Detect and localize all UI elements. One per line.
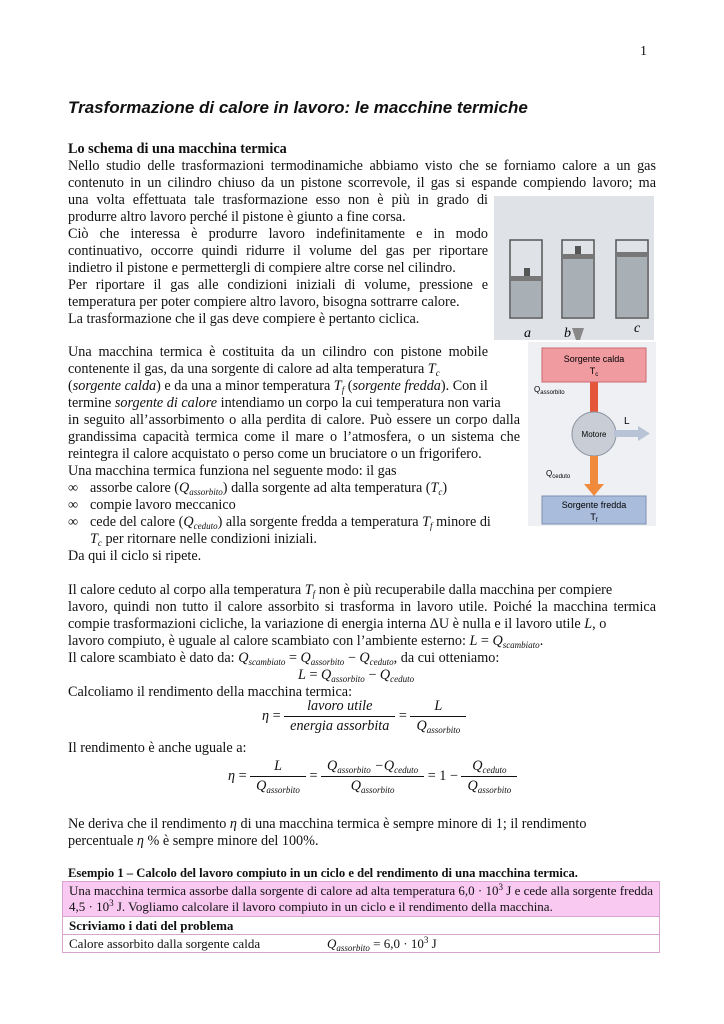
paragraph-line: contenuto in un cilindro chiuso da un pistone scorrevole, il gas si espande compiendo lavoro; ma [68, 175, 656, 191]
paragraph-line: produrre altro lavoro perché il pistone è giunto a fine corsa. [68, 209, 406, 225]
photo-label-c: c [634, 321, 641, 336]
paragraph-line: Una macchina termica funziona nel seguente modo: il gas [68, 463, 397, 479]
photo-label-b: b [564, 326, 571, 340]
paragraph-line: (sorgente calda) e da una a minor temperatura $T_f$ (sorgente fredda). Con il [68, 378, 488, 395]
example-heading: Esempio 1 – Calcolo del lavoro compiuto in un ciclo e del rendimento di una macchina termica. [68, 866, 578, 880]
paragraph-line: percentuale η % è sempre minore del 100%. [68, 833, 319, 849]
hot-source-temp: $T_c$ [589, 366, 599, 378]
example-statement: Una macchina termica assorbe dalla sorgente di calore ad alta temperatura $6,0 \cdot 10^3$ J e cede alla sorgente fredda $4,5 \cdot 10^3$ J. Vogliamo calcolare il lavoro compiuto in un ciclo e il rendimento della macchina. [62, 881, 660, 917]
paragraph-line: termine sorgente di calore intendiamo un corpo la cui temperatura non varia [68, 395, 501, 411]
paragraph-line: compie trasformazioni cicliche, la variazione di energia interna ΔU è nulla e il lavoro utile L, o [68, 616, 607, 632]
list-item-continuation: $T_c$ per ritornare nelle condizioni iniziali. [90, 531, 317, 548]
paragraph-line: lavoro compiuto, è uguale al calore scambiato con l’ambiente esterno: $L = Q_{scambiato}$. [68, 633, 544, 650]
paragraph-line: una volta effettuata tale trasformazione esso non è più in grado di [68, 192, 488, 208]
page-number: 1 [640, 44, 647, 59]
section-heading: Lo schema di una macchina termica [68, 141, 287, 157]
engine-label: Motore [581, 430, 607, 439]
paragraph-line: grandissima capacità termica come il mare o l’atmosfera, o un sistema che [68, 429, 520, 445]
paragraph-line: indietro il pistone e permettergli di compiere altre corse nel cilindro. [68, 260, 456, 276]
paragraph-line: Ne deriva che il rendimento η di una macchina termica è sempre minore di 1; il rendimento [68, 816, 587, 832]
paragraph-line: Il calore ceduto al corpo alla temperatura $T_f$ non è più recuperabile dalla macchina per compiere [68, 582, 613, 599]
list-item: ∞ compie lavoro meccanico [68, 497, 236, 513]
cold-source-temp: $T_f$ [590, 512, 598, 524]
paragraph-line: Il rendimento è anche uguale a: [68, 740, 247, 756]
paragraph-line: reintegra il calore acquistato o perso come un bruciatore o un frigorifero. [68, 446, 482, 462]
q-absorbed-label: $Q_{assorbito}$ [534, 385, 565, 396]
paragraph-line: Il calore scambiato è dato da: $Q_{scambiato} = Q_{assorbito} - Q_{ceduto}$, da cui otteniamo: [68, 650, 500, 667]
paragraph-line: Ciò che interessa è produrre lavoro indefinitamente e in modo [68, 226, 488, 242]
list-item: ∞ assorbe calore $(Q_{assorbito})$ dalla sorgente ad alta temperatura $(T_c)$ [68, 480, 448, 497]
photo-label-a: a [524, 326, 531, 340]
page-title: Trasformazione di calore in lavoro: le macchine termiche [68, 98, 528, 117]
paragraph-line: Calcoliamo il rendimento della macchina termica: [68, 684, 353, 700]
efficiency-formula-2: η = $\frac{L}{Q_{assorbito}}$ = $\frac{Q_{assorbito} -Q_{ceduto}}{Q_{assorbito}}$ = 1 − $\frac{Q_{ceduto}}{Q_{assorbito}}$ [228, 758, 517, 795]
example-data-row: Calore assorbito dalla sorgente calda $Q_{assorbito} = 6,0 \cdot 10^3$ J [62, 935, 660, 953]
heat-engine-diagram [528, 342, 656, 526]
example-data-heading: Scriviamo i dati del problema [62, 917, 660, 935]
paragraph-line: Una macchina termica è costituita da un cilindro con pistone mobile [68, 344, 488, 360]
list-item: ∞ cede del calore $(Q_{ceduto})$ alla sorgente fredda a temperatura $T_f$ minore di [68, 514, 491, 531]
work-label: L [624, 416, 630, 427]
efficiency-formula-1: η = $\frac{\text{lavoro utile}}{\text{energia assorbita}}$ = $\frac{L}{Q_{assorbito}}$ [262, 698, 466, 735]
paragraph-line: Da qui il ciclo si ripete. [68, 548, 202, 564]
cylinder-photo [494, 196, 654, 340]
hot-source-label: Sorgente calda [563, 354, 625, 364]
paragraph-line: contenente il gas, da una sorgente di calore ad alta temperatura $T_c$ [68, 361, 440, 378]
paragraph-line: Per riportare il gas alle condizioni iniziali di volume, pressione e [68, 277, 488, 293]
paragraph-line: temperatura per poter compiere altro lavoro, bisogna sottrarre calore. [68, 294, 460, 310]
paragraph-line: Nello studio delle trasformazioni termodinamiche abbiamo visto che se forniamo calore a un gas [68, 158, 656, 174]
paragraph-line: lavoro, quindi non tutto il calore assorbito si trasforma in lavoro utile. Poiché la macchina termica [68, 599, 656, 615]
q-ceded-label: $Q_{ceduto}$ [546, 469, 571, 480]
example-box [62, 881, 660, 953]
equation-work: $L = Q_{assorbito} - Q_{ceduto}$ [298, 667, 415, 684]
paragraph-line: La trasformazione che il gas deve compiere è pertanto ciclica. [68, 311, 420, 327]
paragraph-line: continuativo, occorre quindi ridurre il volume del gas per riportare [68, 243, 488, 259]
cold-source-label: Sorgente fredda [561, 500, 627, 510]
paragraph-line: in seguito all’assorbimento o alla perdita di calore. Può essere un corpo dalla [68, 412, 520, 428]
